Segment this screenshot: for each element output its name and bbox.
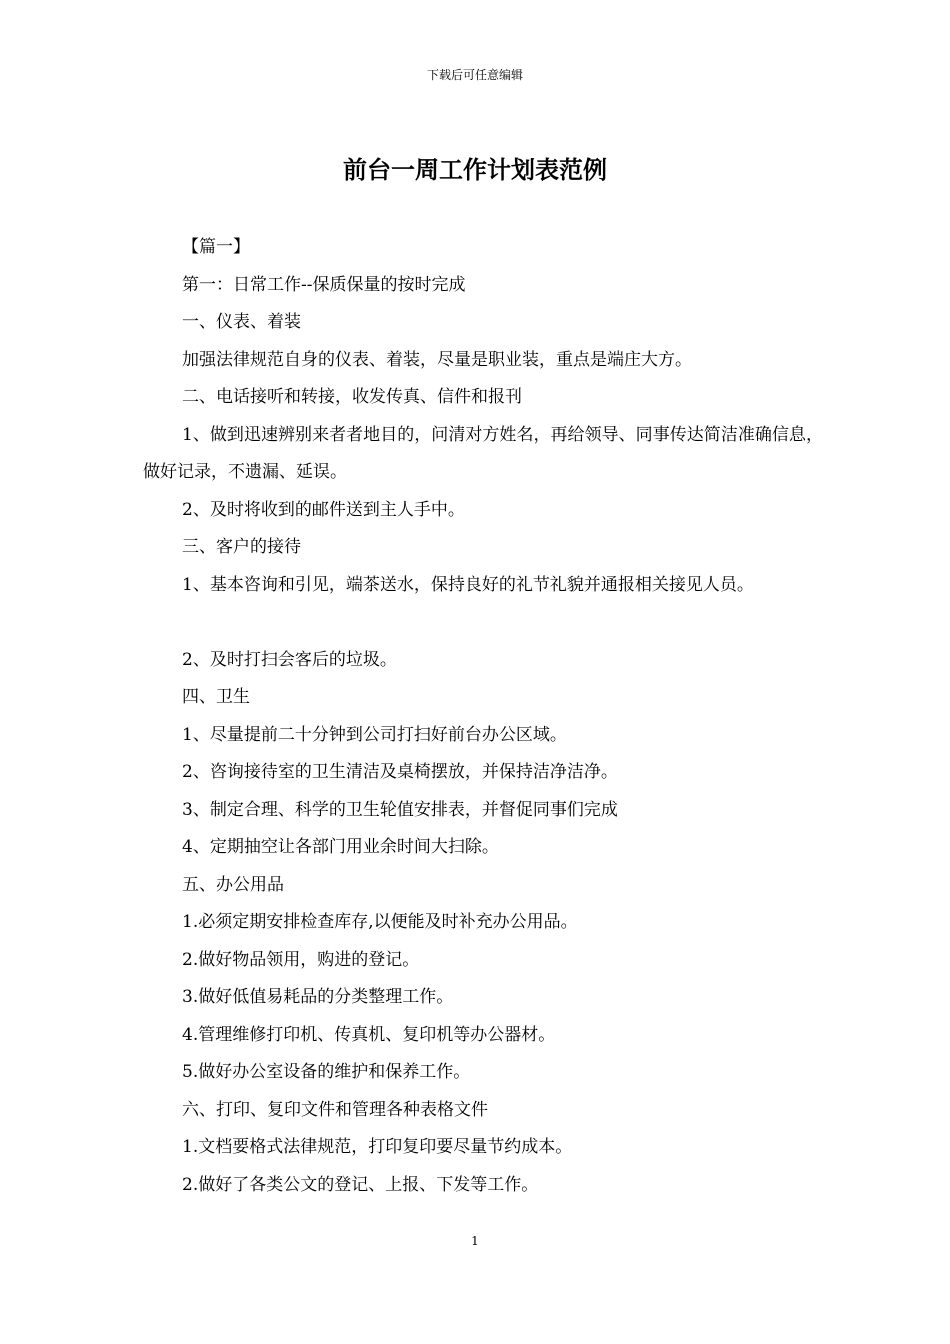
heading-printing: 六、打印、复印文件和管理各种表格文件 [182, 1099, 488, 1120]
paragraph: 1.文档要格式法律规范，打印复印要尽量节约成本。 [182, 1137, 573, 1157]
paragraph: 4、定期抽空让各部门用业余时间大扫除。 [182, 837, 499, 857]
paragraph: 4.管理维修打印机、传真机、复印机等办公器材。 [182, 1024, 556, 1045]
paragraph: 2.做好物品领用，购进的登记。 [182, 949, 420, 970]
paragraph: 2、咨询接待室的卫生清洁及桌椅摆放，并保持洁净洁净。 [182, 762, 618, 782]
heading-reception: 三、客户的接待 [182, 537, 301, 557]
paragraph: 3、制定合理、科学的卫生轮值安排表，并督促同事们完成 [182, 799, 618, 820]
page-number: 1 [471, 1234, 479, 1248]
heading-appearance: 一、仪表、着装 [182, 312, 301, 332]
heading-daily-work: 第一：日常工作--保质保量的按时完成 [182, 274, 466, 295]
paragraph: 2.做好了各类公文的登记、上报、下发等工作。 [182, 1174, 539, 1195]
paragraph: 1.必须定期安排检查库存,以便能及时补充办公用品。 [182, 912, 578, 932]
section-label: 【篇一】 [182, 237, 250, 257]
paragraph: 1、做到迅速辨别来者者地目的，问清对方姓名，再给领导、同事传达简洁准确信息，做好记录，不遗漏、延误。 [143, 424, 823, 482]
paragraph: 3.做好低值易耗品的分类整理工作。 [182, 987, 454, 1007]
paragraph: 2、及时将收到的邮件送到主人手中。 [182, 499, 465, 520]
paragraph: 1、尽量提前二十分钟到公司打扫好前台办公区域。 [182, 724, 567, 745]
paragraph: 1、基本咨询和引见，端茶送水，保持良好的礼节礼貌并通报相关接见人员。 [182, 574, 754, 595]
paragraph: 2、及时打扫会客后的垃圾。 [182, 649, 397, 670]
document-body [143, 229, 823, 1204]
heading-office-supplies: 五、办公用品 [182, 874, 284, 895]
paragraph: 加强法律规范自身的仪表、着装，尽量是职业装，重点是端庄大方。 [182, 349, 692, 370]
document-title: 前台一周工作计划表范例 [343, 155, 607, 184]
header-note: 下载后可任意编辑 [426, 68, 523, 82]
heading-phone-mail: 二、电话接听和转接，收发传真、信件和报刊 [182, 387, 522, 407]
paragraph: 5.做好办公室设备的维护和保养工作。 [182, 1062, 471, 1082]
heading-hygiene: 四、卫生 [182, 687, 250, 707]
